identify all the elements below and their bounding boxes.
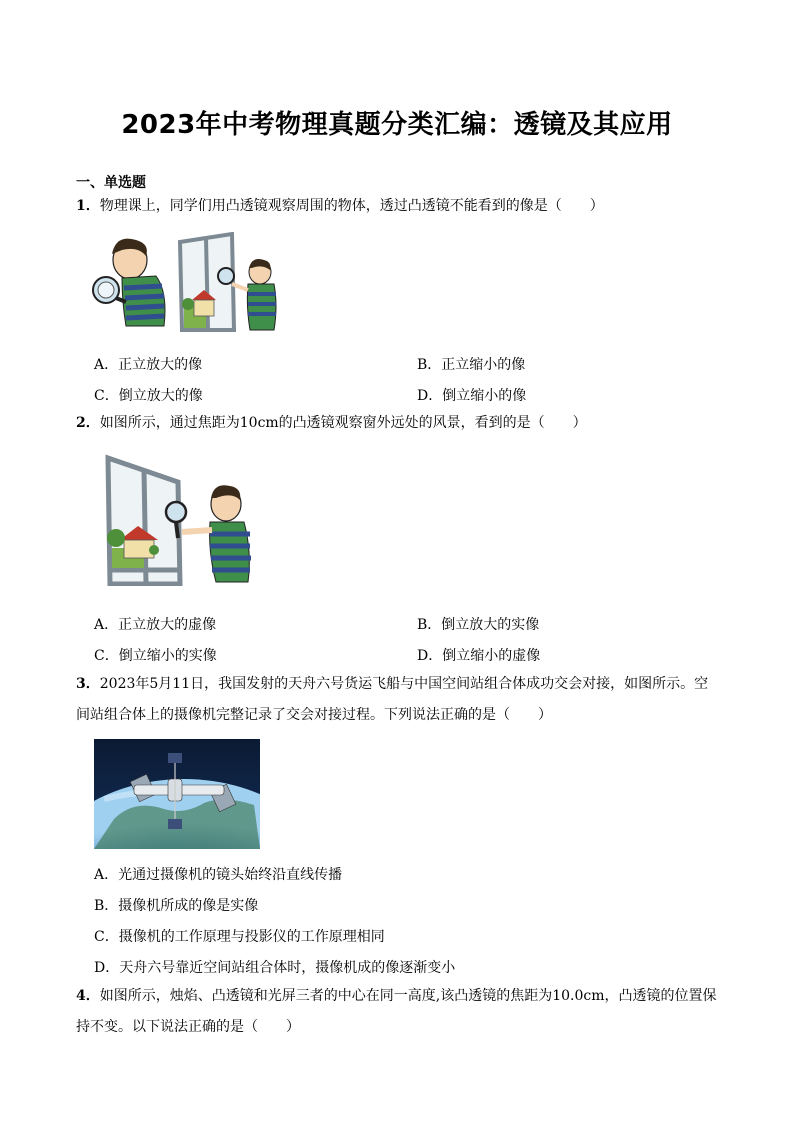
option-d: D．倒立缩小的虚像 — [417, 648, 541, 664]
question-text-line-1: 如图所示，烛焰、凸透镜和光屏三者的中心在同一高度,该凸透镜的焦距为10.0cm，凸透镜的位置保 — [99, 988, 717, 1004]
question-text: 如图所示，通过焦距为10cm的凸透镜观察窗外远处的风景，看到的是（ ） — [99, 415, 587, 431]
option-a: A．光通过摄像机的镜头始终沿直线传播 — [94, 867, 343, 883]
option-c: C．倒立缩小的实像 — [94, 648, 217, 664]
question-3 — [76, 669, 746, 731]
option-d: D．天舟六号靠近空间站组合体时，摄像机成的像逐渐变小 — [94, 960, 456, 976]
boy-magnifier-figure — [93, 239, 165, 326]
question-number: 3． — [76, 676, 100, 692]
option-b: B．倒立放大的实像 — [417, 617, 540, 633]
question-number: 1． — [76, 198, 100, 214]
window-figure — [107, 458, 186, 584]
question-4 — [76, 981, 746, 1043]
question-2 — [76, 408, 746, 439]
question-number: 2． — [76, 415, 100, 431]
option-d: D．倒立缩小的像 — [417, 388, 527, 404]
option-a: A．正立放大的虚像 — [94, 617, 217, 633]
question-text-line-2: 持不变。以下说法正确的是（ ） — [76, 1019, 300, 1035]
question-text-line-2: 间站组合体上的摄像机完整记录了交会对接过程。下列说法正确的是（ ） — [76, 707, 552, 723]
option-c: C．摄像机的工作原理与投影仪的工作原理相同 — [94, 929, 385, 945]
page-title: 2023年中考物理真题分类汇编：透镜及其应用 — [121, 110, 673, 140]
question-text-line-1: 2023年5月11日，我国发射的天舟六号货运飞船与中国空间站组合体成功交会对接，如图所示。空 — [99, 676, 709, 692]
space-station-photo — [94, 739, 260, 849]
q2-figure — [94, 452, 264, 586]
question-1 — [76, 191, 746, 222]
question-text: 物理课上，同学们用凸透镜观察周围的物体，透过凸透镜不能看到的像是（ ） — [99, 198, 604, 214]
boy-figure — [182, 485, 251, 582]
option-b: B．正立缩小的像 — [417, 357, 526, 373]
option-c: C．倒立放大的像 — [94, 388, 203, 404]
option-a: A．正立放大的像 — [94, 357, 203, 373]
question-number: 4． — [76, 988, 100, 1004]
q1-figure — [92, 232, 282, 332]
section-heading: 一、单选题 — [76, 175, 146, 191]
option-b: B．摄像机所成的像是实像 — [94, 898, 259, 914]
window-figure — [180, 234, 234, 330]
boy-figure-small — [232, 259, 276, 330]
